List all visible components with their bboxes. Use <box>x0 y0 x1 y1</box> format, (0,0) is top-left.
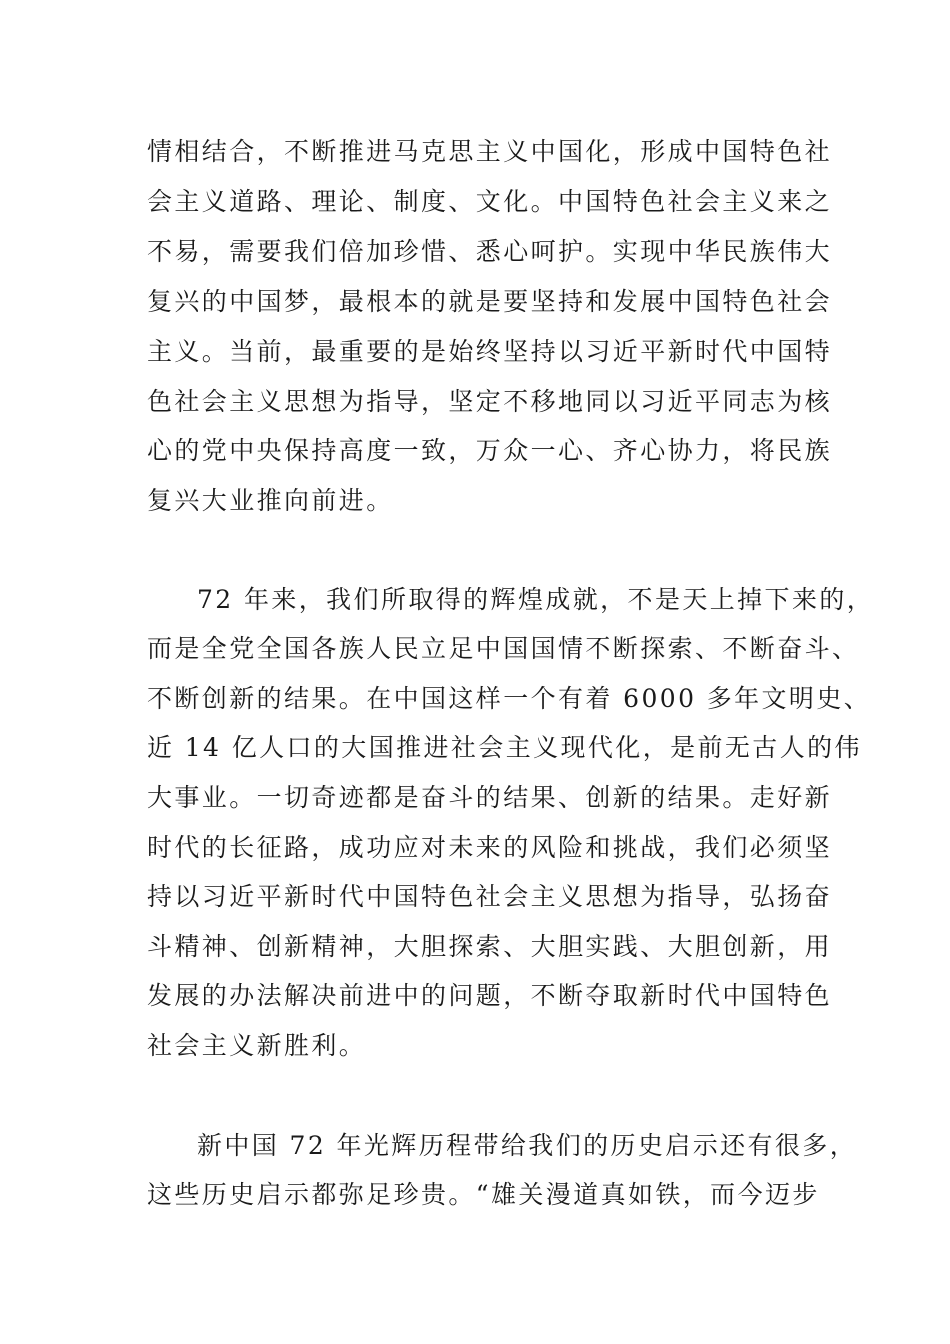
text-line: 近 14 亿人口的大国推进社会主义现代化，是前无古人的伟 <box>147 733 862 762</box>
text-line: 新中国 72 年光辉历程带给我们的历史启示还有很多， <box>197 1131 858 1160</box>
text-line: 社会主义新胜利。 <box>147 1031 367 1060</box>
text-line: 这些历史启示都弥足珍贵。“雄关漫道真如铁，而今迈步 <box>147 1180 820 1209</box>
text-line: 色社会主义思想为指导，坚定不移地同以习近平同志为核 <box>147 387 833 416</box>
text-line: 大事业。一切奇迹都是奋斗的结果、创新的结果。走好新 <box>147 783 833 812</box>
text-line: 72 年来，我们所取得的辉煌成就，不是天上掉下来的， <box>197 585 875 614</box>
text-line: 主义。当前，最重要的是始终坚持以习近平新时代中国特 <box>147 337 833 366</box>
text-line: 时代的长征路，成功应对未来的风险和挑战，我们必须坚 <box>147 833 833 862</box>
text-line: 发展的办法解决前进中的问题，不断夺取新时代中国特色 <box>147 981 833 1010</box>
text-line: 不易，需要我们倍加珍惜、悉心呵护。实现中华民族伟大 <box>147 237 833 266</box>
text-line: 复兴的中国梦，最根本的就是要坚持和发展中国特色社会 <box>147 287 833 316</box>
text-line: 会主义道路、理论、制度、文化。中国特色社会主义来之 <box>147 187 833 216</box>
text-line: 不断创新的结果。在中国这样一个有着 6000 多年文明史、 <box>147 684 872 713</box>
text-line: 复兴大业推向前进。 <box>147 486 394 515</box>
text-line: 持以习近平新时代中国特色社会主义思想为指导，弘扬奋 <box>147 882 833 911</box>
text-line: 心的党中央保持高度一致，万众一心、齐心协力，将民族 <box>147 436 833 465</box>
text-line: 斗精神、创新精神，大胆探索、大胆实践、大胆创新，用 <box>147 932 833 961</box>
text-line: 而是全党全国各族人民立足中国国情不断探索、不断奋斗、 <box>147 634 860 663</box>
text-line: 情相结合，不断推进马克思主义中国化，形成中国特色社 <box>147 137 833 166</box>
